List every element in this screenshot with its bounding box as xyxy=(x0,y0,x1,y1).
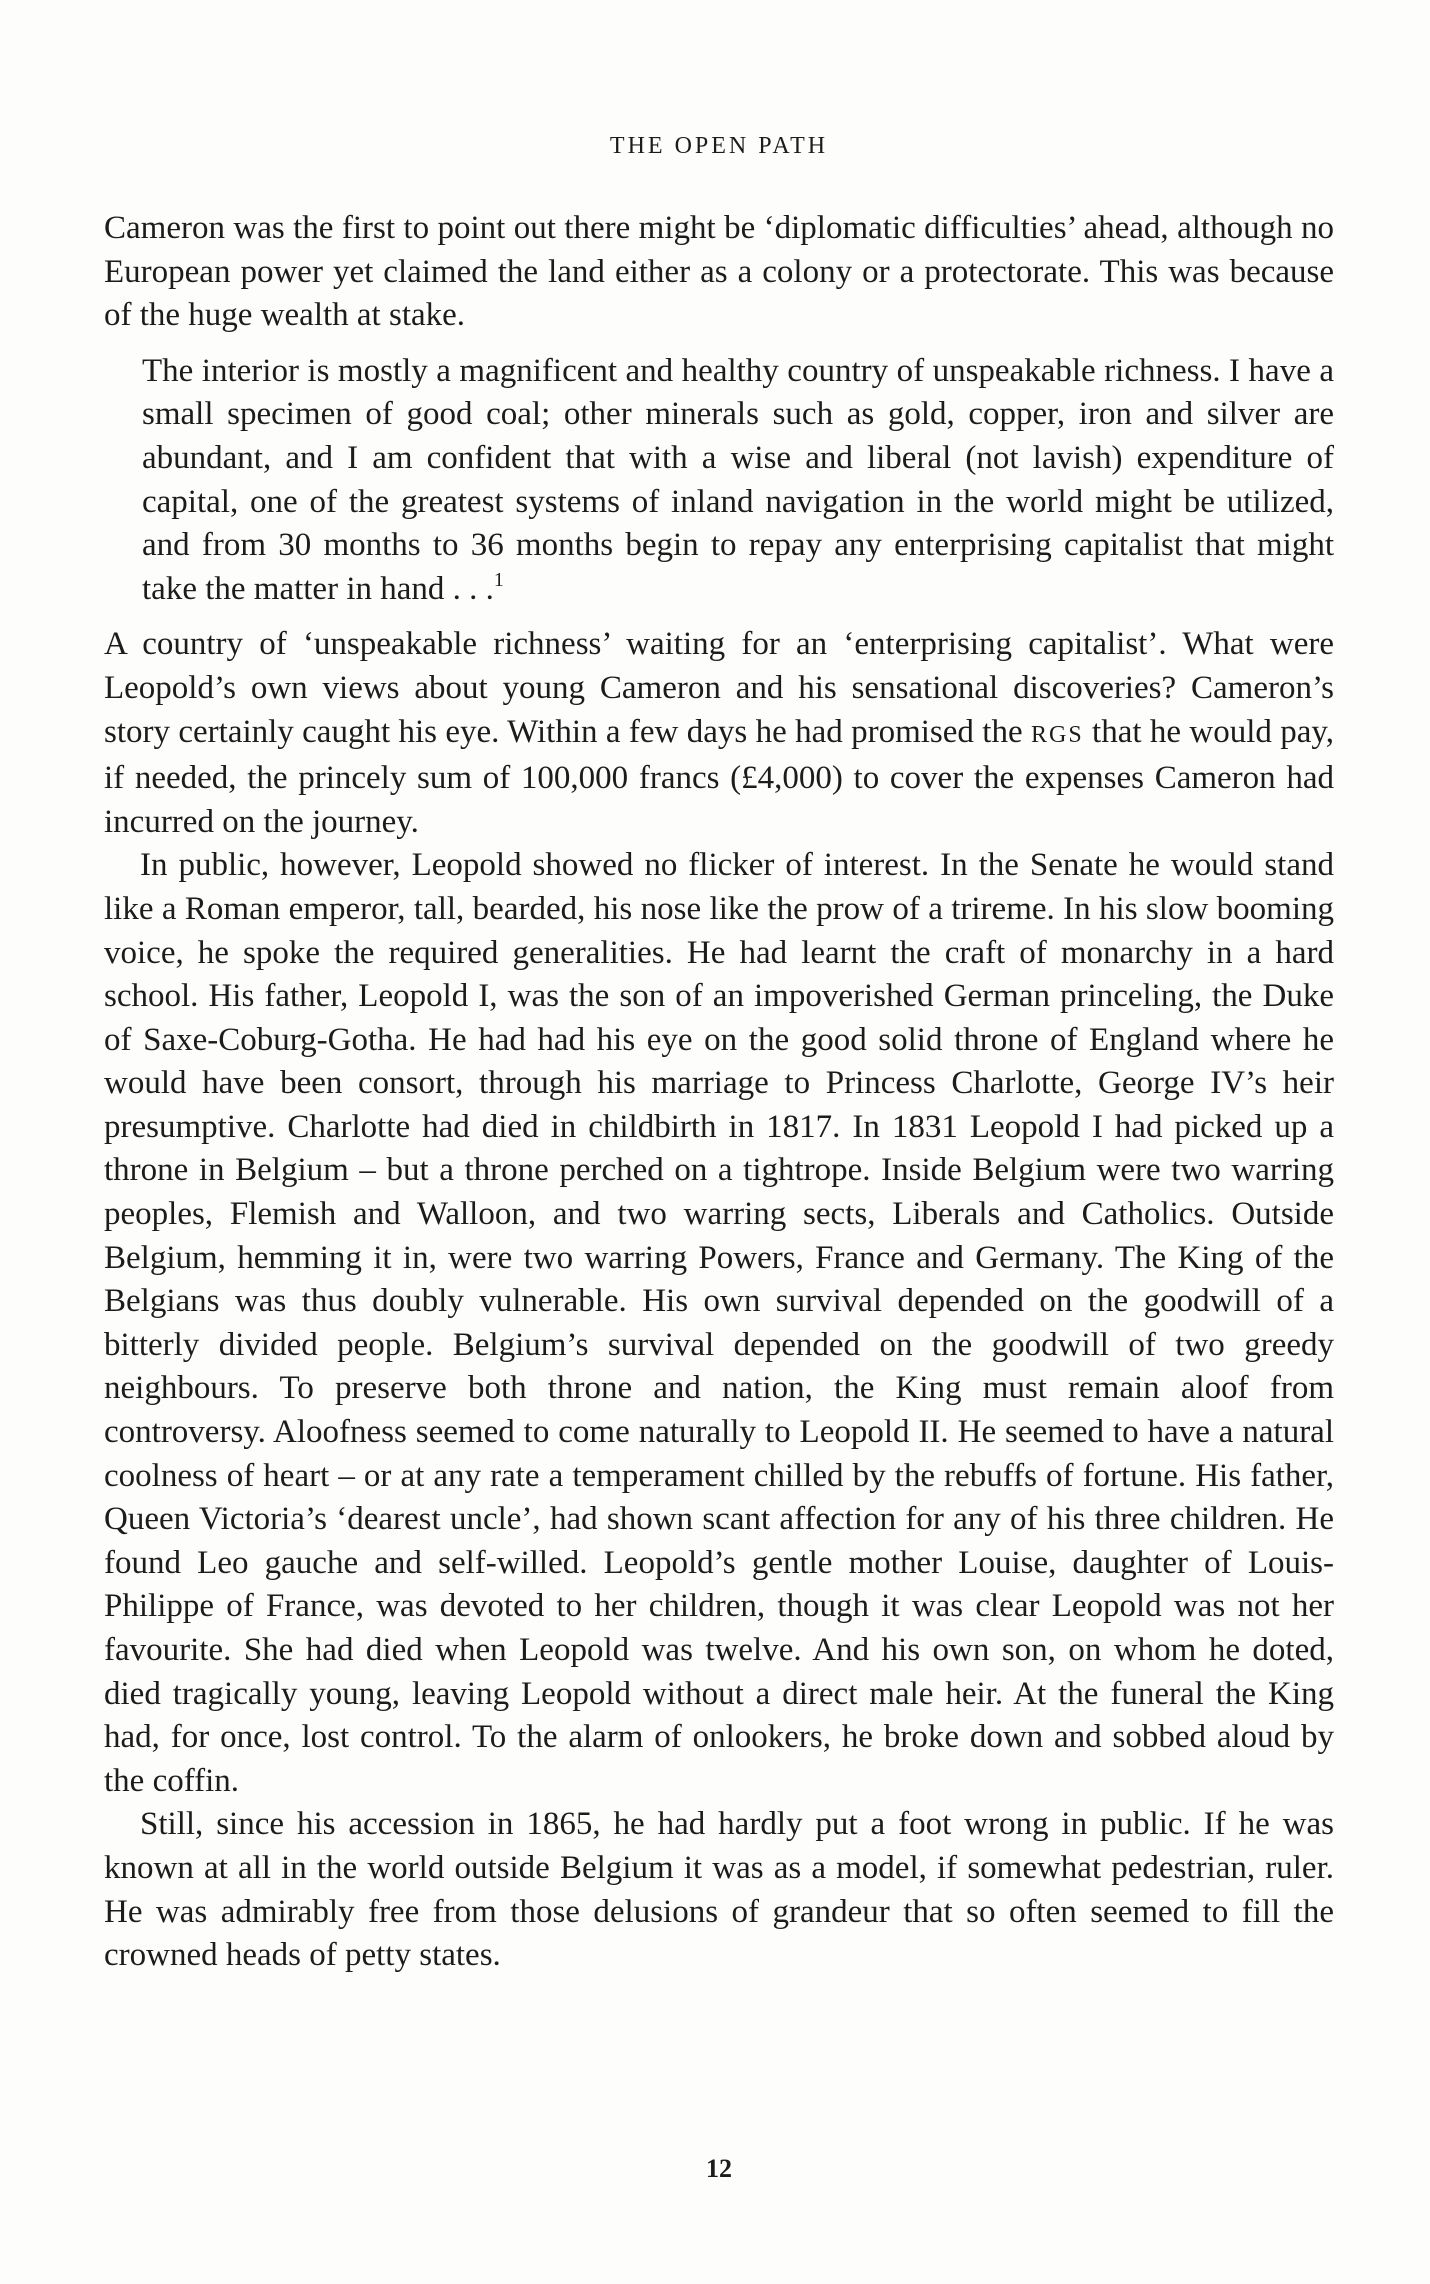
page-number: 12 xyxy=(706,2154,732,2183)
block-quote xyxy=(142,350,1334,612)
book-page xyxy=(104,0,1334,2284)
paragraph-unspeakable-richness xyxy=(104,623,1334,844)
paragraph-text-part: that he would pay, if needed, the princely sum of 100,000 francs (£4,000) to cover the expenses Cameron had incurred on the journey. xyxy=(104,713,1335,840)
paragraph-leopold-public: In public, however, Leopold showed no flicker of interest. In the Senate he would stand like a Roman emperor, tall, bearded, his nose like the prow of a trireme. In his slow booming voice, he spoke the required generalities. He had learnt the craft of monarchy in a hard school. His father, Leopold I, was the son of an impoverished German princeling, the Duke of Saxe-Coburg-Gotha. He had had his eye on the good solid throne of England where he would have been consort, through his marriage to Princess Charlotte, George IV’s heir presumptive. Charlotte had died in childbirth in 1817. In 1831 Leopold I had picked up a throne in Belgium – but a throne perched on a tightrope. Inside Belgium were two warring peoples, Flemish and Walloon, and two warring sects, Liberals and Catholics. Outside Belgium, hemming it in, were two warring Powers, France and Germany. The King of the Belgians was thus doubly vulnerable. His own survival depended on the goodwill of a bitterly divided people. Belgium’s survival depended on the goodwill of two greedy neighbours. To preserve both throne and nation, the King must remain aloof from controversy. Aloofness seemed to come naturally to Leopold II. He seemed to have a natural coolness of heart – or at any rate a temperament chilled by the rebuffs of fortune. His father, Queen Victoria’s ‘dearest uncle’, had shown scant affection for any of his three children. He found Leo gauche and self-willed. Leopold’s gentle mother Louise, daughter of Louis-Philippe of France, was devoted to her children, though it was clear Leopold was not her favourite. She had died when Leopold was twelve. And his own son, on whom he doted, died tragically young, leaving Leopold without a direct male heir. At the funeral the King had, for once, lost control. To the alarm of onlookers, he broke down and sobbed aloud by the coffin. xyxy=(104,847,1334,1799)
block-quote-text: The interior is mostly a magnificent and healthy country of unspeakable richness. I have a small specimen of good coal; other minerals such as gold, copper, iron and silver are abundant, and I am confident that with a wise and liberal (not lavish) expenditure of capital, one of the greatest systems of inland navigation in the world might be utilized, and from 30 months to 36 months begin to repay any enterprising capitalist that might take the matter in hand . . . xyxy=(142,352,1334,607)
body-text xyxy=(104,207,1334,1978)
paragraph-accession: Still, since his accession in 1865, he had hardly put a foot wrong in public. If he was known at all in the world outside Belgium it was as a model, if somewhat pedestrian, ruler. He was admirably free from those delusions of grandeur that so often seemed to fill the crowned heads of petty states. xyxy=(104,1806,1334,1974)
paragraph-intro: Cameron was the first to point out there might be ‘diplomatic difficulties’ ahead, although no European power yet claimed the land either as a colony or a protectorate. This was because of the huge wealth at stake. xyxy=(104,210,1334,334)
rgs-abbreviation: RGS xyxy=(1030,721,1084,748)
footnote-marker: 1 xyxy=(493,568,504,591)
paragraph-text-part: A country of ‘unspeakable richness’ waiting for an ‘enterprising capitalist’. What were Leopold’s own views about young Cameron and his sensational discoveries? Cameron’s story certainly caught his eye. Within a few days he had promised the xyxy=(104,626,1334,750)
running-head: THE OPEN PATH xyxy=(609,133,829,159)
